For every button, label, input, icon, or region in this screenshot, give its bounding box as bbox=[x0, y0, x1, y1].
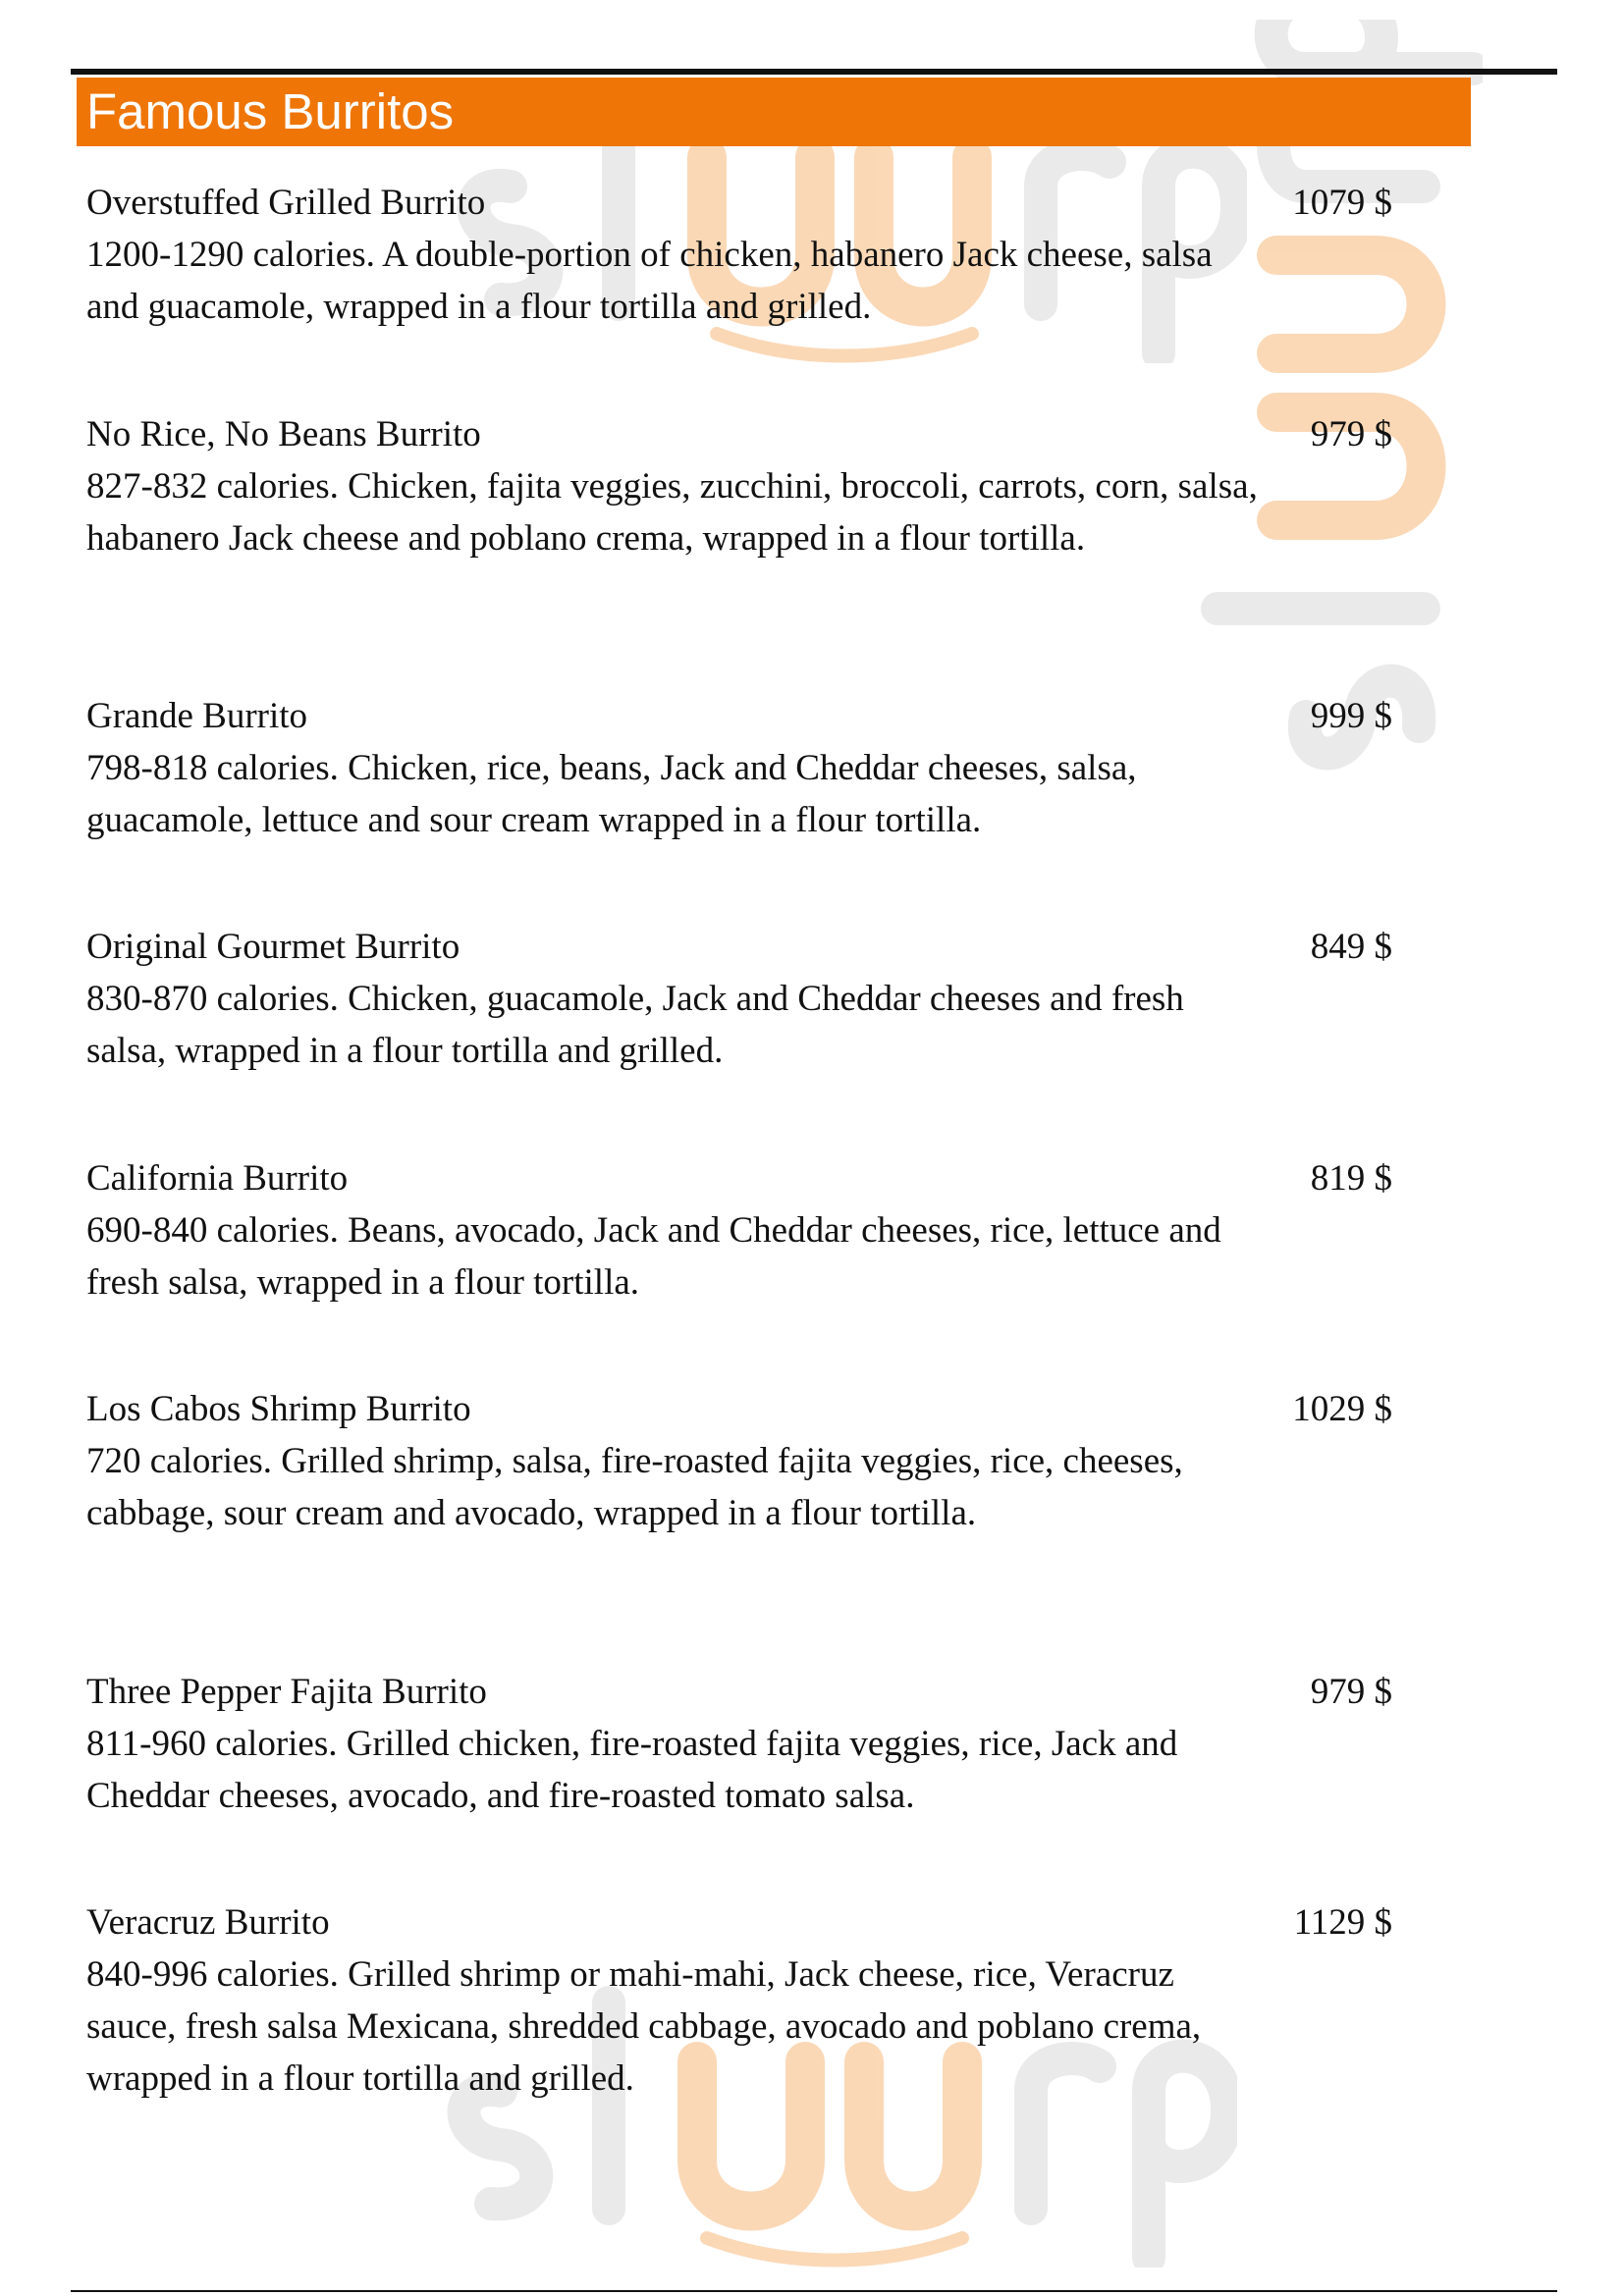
menu-item-price: 1129 $ bbox=[1293, 1902, 1392, 1943]
section-title: Famous Burritos bbox=[86, 83, 455, 139]
menu-item-price: 849 $ bbox=[1310, 927, 1392, 967]
menu-item-price: 1079 $ bbox=[1292, 183, 1392, 223]
bottom-divider bbox=[71, 2290, 1557, 2292]
menu-item-name: Original Gourmet Burrito bbox=[86, 927, 460, 967]
menu-item-description: 798-818 calories. Chicken, rice, beans, Jack and Cheddar cheeses, salsa, guacamole, lettuce and sour cream wrapped in a flour tortilla. bbox=[86, 748, 1137, 840]
menu-item bbox=[86, 1666, 1392, 1822]
menu-item-description: 811-960 calories. Grilled chicken, fire-roasted fajita veggies, rice, Jack and Cheddar cheeses, avocado, and fire-roasted tomato salsa. bbox=[86, 1724, 1178, 1816]
menu-item-price: 979 $ bbox=[1310, 414, 1392, 454]
menu-item bbox=[86, 177, 1392, 333]
menu-item-price: 999 $ bbox=[1310, 696, 1392, 736]
section-header bbox=[77, 78, 1471, 146]
menu-item-name: Overstuffed Grilled Burrito bbox=[86, 183, 486, 223]
menu-item-name: Grande Burrito bbox=[86, 696, 308, 736]
menu-item bbox=[86, 1896, 1392, 2105]
menu-item-description: 840-996 calories. Grilled shrimp or mahi-mahi, Jack cheese, rice, Veracruz sauce, fresh salsa Mexicana, shredded cabbage, avocado and poblano crema, wrapped in a flour tortilla and grilled. bbox=[86, 1954, 1202, 2099]
menu-item-price: 1029 $ bbox=[1292, 1389, 1392, 1429]
menu-item bbox=[86, 921, 1392, 1077]
menu-item-price: 979 $ bbox=[1310, 1672, 1392, 1712]
menu-item bbox=[86, 690, 1392, 846]
top-divider bbox=[71, 69, 1557, 75]
menu-item-description: 830-870 calories. Chicken, guacamole, Jack and Cheddar cheeses and fresh salsa, wrapped in a flour tortilla and grilled. bbox=[86, 979, 1184, 1071]
menu-item-description: 720 calories. Grilled shrimp, salsa, fire-roasted fajita veggies, rice, cheeses, cabbage, sour cream and avocado, wrapped in a flour tortilla. bbox=[86, 1441, 1183, 1533]
menu-item-name: Three Pepper Fajita Burrito bbox=[86, 1672, 487, 1712]
menu-item bbox=[86, 1152, 1392, 1308]
menu-item-name: Los Cabos Shrimp Burrito bbox=[86, 1389, 471, 1429]
menu-item-name: California Burrito bbox=[86, 1158, 349, 1199]
menu-item-description: 690-840 calories. Beans, avocado, Jack and Cheddar cheeses, rice, lettuce and fresh salsa, wrapped in a flour tortilla. bbox=[86, 1210, 1221, 1303]
menu-item-price: 819 $ bbox=[1310, 1158, 1392, 1199]
menu-item-name: Veracruz Burrito bbox=[86, 1902, 330, 1943]
menu-item bbox=[86, 408, 1392, 564]
menu-item-name: No Rice, No Beans Burrito bbox=[86, 414, 481, 454]
menu-item bbox=[86, 1383, 1392, 1539]
menu-item-description: 827-832 calories. Chicken, fajita veggies, zucchini, broccoli, carrots, corn, salsa, habanero Jack cheese and poblano crema, wrapped in a flour tortilla. bbox=[86, 466, 1258, 559]
menu-item-description: 1200-1290 calories. A double-portion of chicken, habanero Jack cheese, salsa and guacamole, wrapped in a flour tortilla and grilled. bbox=[86, 235, 1213, 327]
